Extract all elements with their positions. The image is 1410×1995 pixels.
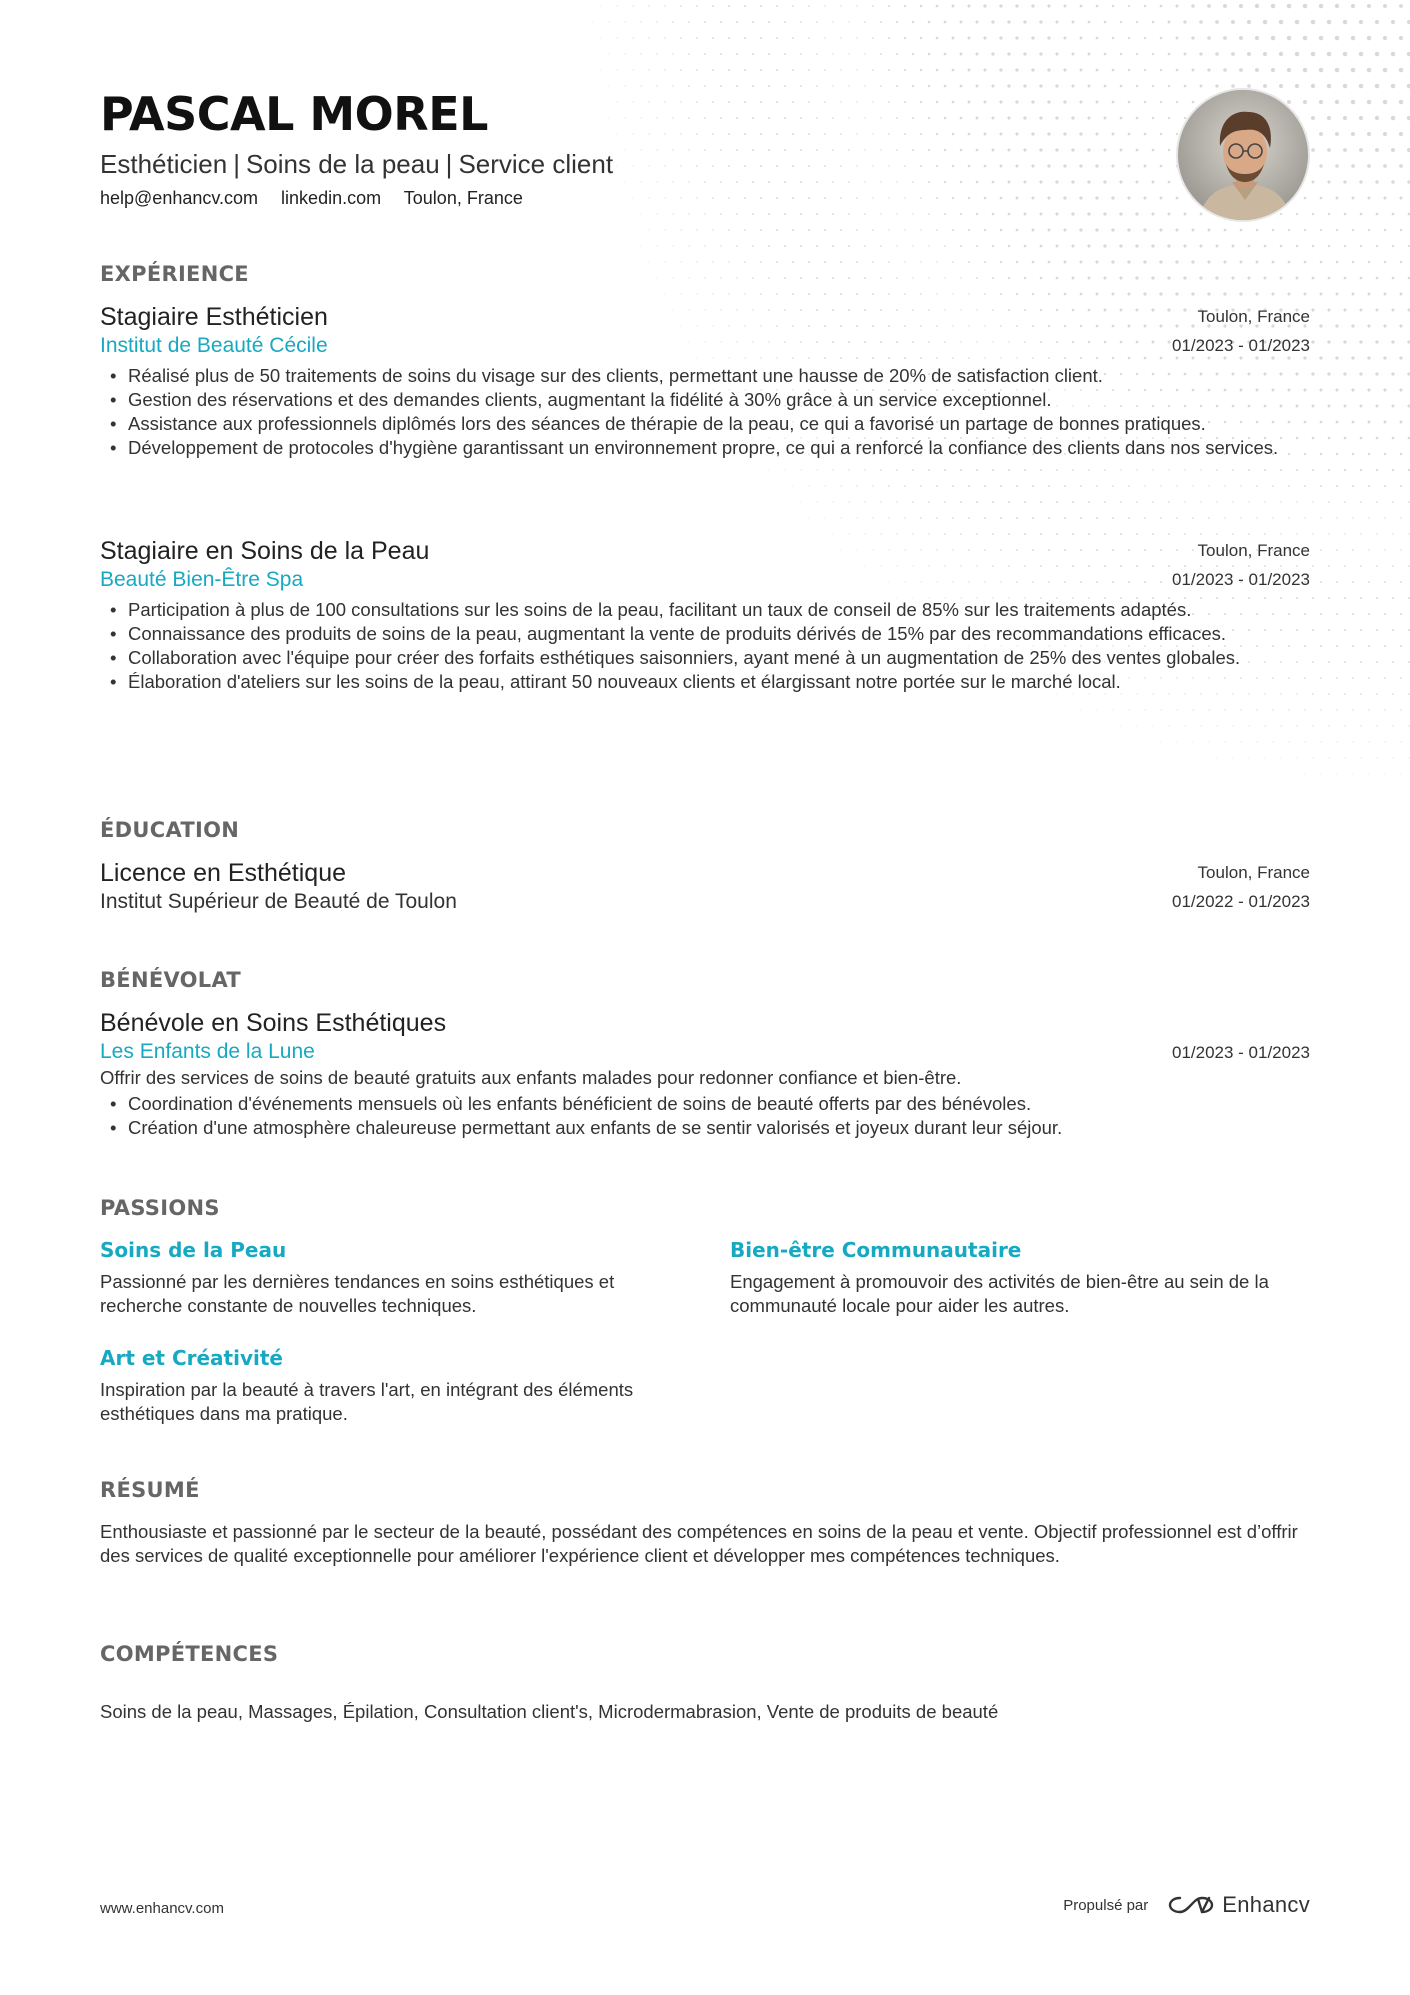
experience-bullets	[100, 598, 1310, 694]
experience-entry	[100, 302, 1310, 460]
candidate-name: PASCAL MOREL	[100, 87, 488, 141]
education-location: Toulon, France	[1197, 863, 1310, 882]
experience-role: Stagiaire Esthéticien	[100, 303, 328, 331]
powered-by-label: Propulsé par	[1063, 1896, 1149, 1914]
enhancv-brand-name: Enhancv	[1222, 1892, 1310, 1917]
experience-dates: 01/2023 - 01/2023	[1171, 336, 1310, 355]
email-link[interactable]: help@enhancv.com	[100, 188, 259, 208]
headline-part: Service client	[458, 149, 614, 179]
education-dates: 01/2022 - 01/2023	[1171, 892, 1310, 911]
headline-part: Esthéticien	[100, 149, 228, 179]
footer-website-link[interactable]: www.enhancv.com	[100, 1900, 224, 1917]
headline-separator: |	[445, 149, 453, 179]
bullet-item: • Assistance aux professionnels diplômés lors des séances de thérapie de la peau, ce qui a favorisé un partage de bonnes pratiques.	[100, 412, 1310, 436]
contact-info	[100, 186, 1310, 210]
passion-text: Inspiration par la beauté à travers l'art, en intégrant des éléments esthétiques dans ma pratique.	[100, 1379, 634, 1424]
experience-location: Toulon, France	[1197, 541, 1310, 560]
experience-location: Toulon, France	[1197, 307, 1310, 326]
experience-company: Beauté Bien-Être Spa	[100, 568, 304, 591]
bullet-item: • Création d'une atmosphère chaleureuse permettant aux enfants de se sentir valorisés et joyeux durant leur séjour.	[100, 1116, 1310, 1140]
bullet-item: • Gestion des réservations et des demandes clients, augmentant la fidélité à 30% grâce à un service exceptionnel.	[100, 388, 1310, 412]
headline	[100, 148, 1310, 180]
headline-part: Soins de la peau	[245, 149, 440, 179]
passion-item	[730, 1236, 1320, 1318]
experience-dates: 01/2023 - 01/2023	[1171, 570, 1310, 589]
passion-title: Bien-être Communautaire	[730, 1238, 1022, 1262]
passion-item	[100, 1236, 690, 1318]
summary-text: Enthousiaste et passionné par le secteur de la beauté, possédant des compétences en soins de la peau et vente. Objectif professionnel est d’offrir des services de qualité exceptionnelle pour améliorer l'expérience client et développer mes compétences techniques.	[100, 1521, 1298, 1566]
section-title-volunteer: BÉNÉVOLAT	[100, 968, 242, 992]
experience-role: Stagiaire en Soins de la Peau	[100, 537, 430, 565]
bullet-item: • Connaissance des produits de soins de la peau, augmentant la vente de produits dérivés de 15% par des recommandations efficaces.	[100, 622, 1310, 646]
volunteer-bullets	[100, 1092, 1310, 1140]
location-text: Toulon, France	[403, 188, 523, 208]
section-title-education: ÉDUCATION	[100, 818, 240, 842]
education-degree: Licence en Esthétique	[100, 859, 347, 887]
footer-branding	[1063, 1892, 1310, 1918]
bullet-item: • Participation à plus de 100 consultations sur les soins de la peau, facilitant un taux de conseil de 85% sur les traitements adaptés.	[100, 598, 1310, 622]
volunteer-entry	[100, 1008, 1310, 1140]
passion-text: Engagement à promouvoir des activités de bien-être au sein de la communauté locale pour aider les autres.	[730, 1271, 1269, 1316]
passion-text: Passionné par les dernières tendances en soins esthétiques et recherche constante de nouvelles techniques.	[100, 1271, 615, 1316]
section-title-skills: COMPÉTENCES	[100, 1642, 279, 1666]
bullet-item: • Élaboration d'ateliers sur les soins de la peau, attirant 50 nouveaux clients et élargissant notre portée sur le marché local.	[100, 670, 1310, 694]
resume-header	[100, 86, 1310, 210]
experience-bullets	[100, 364, 1310, 460]
bullet-item: • Coordination d'événements mensuels où les enfants bénéficient de soins de beauté offerts par des bénévoles.	[100, 1092, 1310, 1116]
linkedin-link[interactable]: linkedin.com	[281, 188, 382, 208]
section-title-summary: RÉSUMÉ	[100, 1478, 200, 1502]
education-school: Institut Supérieur de Beauté de Toulon	[100, 890, 457, 913]
bullet-item: • Développement de protocoles d'hygiène garantissant un environnement propre, ce qui a renforcé la confiance des clients dans nos services.	[100, 436, 1310, 460]
section-title-experience: EXPÉRIENCE	[100, 262, 249, 286]
volunteer-description: Offrir des services de soins de beauté gratuits aux enfants malades pour redonner confiance et bien-être.	[100, 1067, 962, 1088]
passion-title: Soins de la Peau	[100, 1238, 287, 1262]
headline-separator: |	[233, 149, 240, 179]
profile-photo-icon	[1178, 90, 1310, 222]
volunteer-organization: Les Enfants de la Lune	[100, 1040, 315, 1063]
experience-company: Institut de Beauté Cécile	[100, 334, 328, 357]
section-title-passions: PASSIONS	[100, 1196, 220, 1220]
bullet-item: • Réalisé plus de 50 traitements de soins du visage sur des clients, permettant une hausse de 20% de satisfaction client.	[100, 364, 1310, 388]
volunteer-dates: 01/2023 - 01/2023	[1171, 1043, 1310, 1062]
enhancv-logo-icon	[1168, 1893, 1214, 1917]
experience-entry	[100, 536, 1310, 694]
bullet-item: • Collaboration avec l'équipe pour créer des forfaits esthétiques saisonniers, ayant mené à un augmentation de 25% des ventes globales.	[100, 646, 1310, 670]
education-entry	[100, 858, 1310, 916]
volunteer-role: Bénévole en Soins Esthétiques	[100, 1009, 447, 1037]
passion-title: Art et Créativité	[100, 1346, 283, 1370]
avatar	[1176, 88, 1310, 222]
skills-list: Soins de la peau, Massages, Épilation, Consultation client's, Microdermabrasion, Vente de produits de beauté	[100, 1701, 999, 1722]
passion-item	[100, 1344, 690, 1426]
